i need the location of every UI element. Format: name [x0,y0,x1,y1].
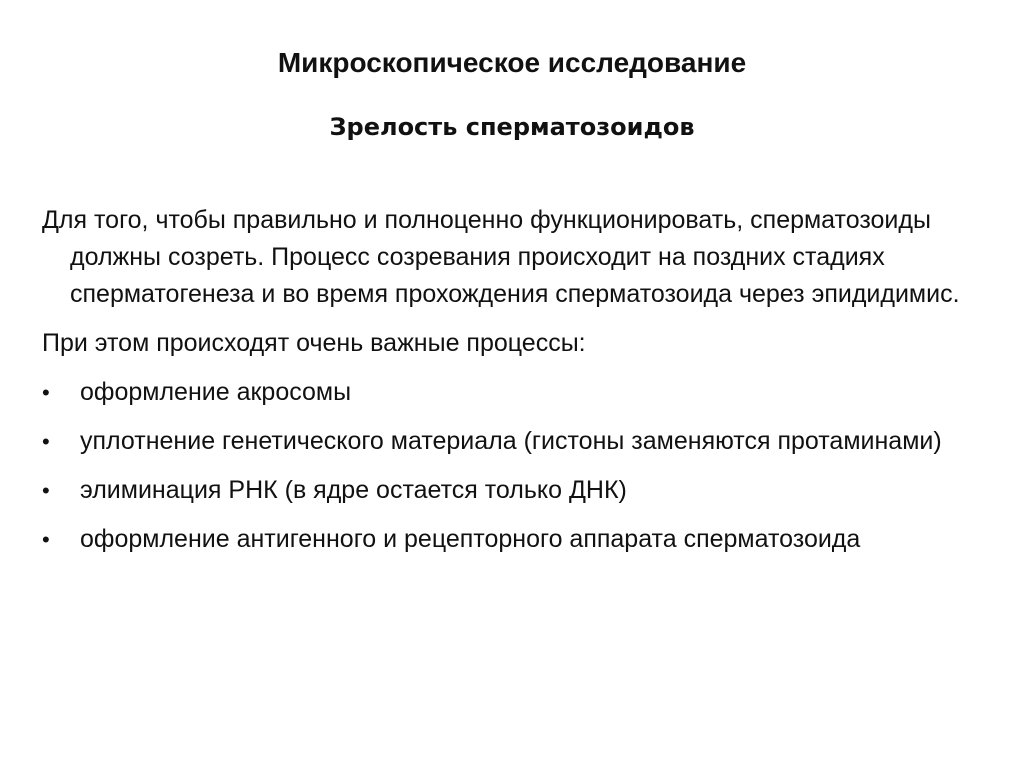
list-item-text: оформление акросомы [80,378,352,406]
list-item [42,374,1002,411]
list-item [42,472,1002,509]
slide-title: Микроскопическое исследование [277,47,747,78]
slide-subtitle: Зрелость сперматозоидов [329,113,695,141]
bullet-icon: • [42,527,50,552]
slide-body [42,202,1002,570]
paragraph-processes: При этом происходят очень важные процессы: [42,329,586,357]
bullet-icon: • [42,380,50,405]
list-item-text: оформление антигенного и рецепторного аппарата сперматозоида [80,525,861,553]
list-item-text: элиминация РНК (в ядре остается только ДНК) [80,476,627,504]
process-list [42,374,1002,558]
bullet-icon: • [42,478,50,503]
list-item [42,521,1002,558]
paragraph-intro: Для того, чтобы правильно и полноценно функционировать, сперматозоиды должны созреть. Процесс созревания происходит на поздних стадиях сперматогенеза и во время прохождения сперматозоида через эпидидимис. [42,206,960,308]
bullet-icon: • [42,429,50,454]
list-item [42,423,1002,460]
list-item-text: уплотнение генетического материала (гистоны заменяются протаминами) [80,427,942,455]
